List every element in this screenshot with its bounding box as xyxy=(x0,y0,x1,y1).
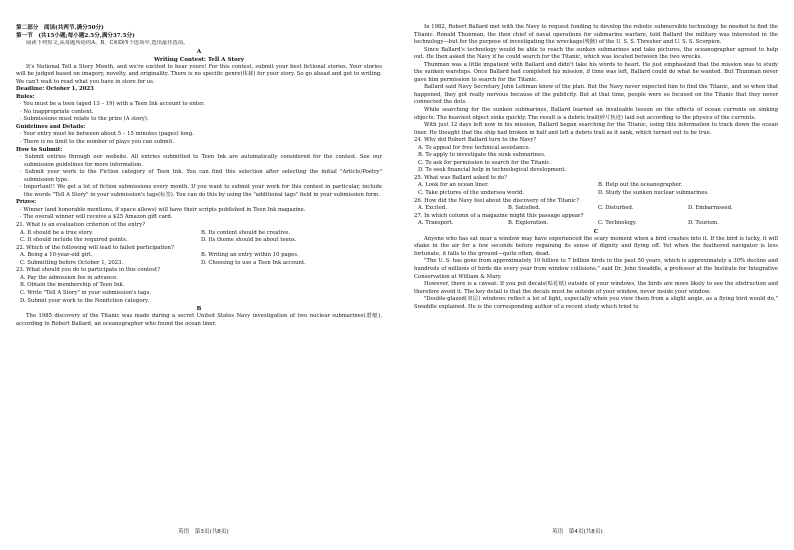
option[interactable]: A. Being a 10-year-old girl. xyxy=(20,252,93,259)
option[interactable]: D. Study the sunken nuclear submarines. xyxy=(598,190,709,197)
option[interactable]: C. To ask for permission to search for the Titanic. xyxy=(418,159,552,166)
option[interactable]: C. It should include the required points. xyxy=(20,237,128,244)
section-title: 第二部分 阅读(共两节,满分50分) xyxy=(16,25,104,31)
passage-b-intro: The 1985 discovery of the Titanic was made during a secret United States Navy investigation of two nuclear submarines(潜艇), according to Robert Ballard, an oceanographer who found the ocean liner. xyxy=(16,313,382,327)
question-options xyxy=(16,252,382,267)
contest-intro: It's National Tell a Story Month, and we're excited to hear yours! For this contest, submit your best fictional stories. Your stories will be judged based on imagery, novelty, and originality. There is no specific genre(体裁) for your story. So go ahead and get to writing. We can't wait to read what you have in store for us. xyxy=(16,63,382,85)
option[interactable]: D. To seek financial help in technological development. xyxy=(418,167,567,174)
option[interactable]: C. Write "Tell A Story" in your submission's tags. xyxy=(20,289,151,296)
right-page xyxy=(414,24,778,524)
guideline-item: · Your entry must be between about 5 – 15 minutes (pages) long. xyxy=(20,131,194,138)
option[interactable]: B. Satisfied. xyxy=(508,205,541,212)
option[interactable]: A. Look for an ocean liner. xyxy=(418,182,489,189)
passage-a-title: Writing Contest: Tell A Story xyxy=(154,56,244,63)
question-options xyxy=(414,205,778,213)
option[interactable]: D. Choosing to use a Teen Ink account. xyxy=(201,259,306,266)
passage-b-paragraph: Ballard said Navy Secretary John Lehman knew of the plan. But the Navy never expected him to find the Titanic, and so when that happened, they got really nervous because of the publicity. But at that time, people were so focused on the Titanic that they never connected the dots. xyxy=(414,84,778,106)
option[interactable]: C. Take pictures of the undersea world. xyxy=(418,190,524,197)
submit-item: · Submit entries through our website. All entries submitted to Teen Ink are automatically considered for the contest. See our submission guidelines for more information. xyxy=(20,154,382,168)
option[interactable]: D. Its theme should be about teens. xyxy=(201,237,297,244)
option[interactable]: B. Writing an entry within 10 pages. xyxy=(201,252,299,259)
option[interactable]: C. Submitting before October 1, 2023. xyxy=(20,259,124,266)
option[interactable]: A. To appeal for free technical assistance. xyxy=(418,144,531,151)
rule-item: · Submissions must relate to the prize (A story). xyxy=(20,116,149,123)
option[interactable]: B. Help out the oceanographer. xyxy=(598,182,683,189)
option[interactable]: D. Tourism. xyxy=(688,220,719,227)
question-stem: 26. How did the Navy feel about the discovery of the Titanic? xyxy=(414,197,579,204)
prize-item: · Winner (and honorable mentions, if space allows) will have their scripts published in Teen Ink magazine. xyxy=(20,206,306,213)
passage-b-paragraph: While searching for the sunken submarines, Ballard learned an invaluable lesson on the effects of ocean currents on sinking objects: The heaviest object sinks quickly. The result is a debris trail(碎片轨迹) laid out according to the physics of the currents. xyxy=(414,107,778,121)
page-footer-right: 英语 第4页(共8页) xyxy=(552,529,603,535)
passage-b-paragraph: Thunman was a little impatient with Ballard and didn't take his words to heart. He just emphasized that the mission was to study the sunken warships. Once Ballard had completed his mission, if time was left, Ballard could do what he wanted. But Thunman never gave him permission to search for the Titanic. xyxy=(414,61,778,83)
rules-heading: Rules: xyxy=(16,93,35,100)
passage-a-letter: A xyxy=(196,48,202,55)
prize-item: · The overall winner will receive a $25 Amazon gift card. xyxy=(20,214,173,221)
passage-b-letter: B xyxy=(196,306,202,313)
passage-b-paragraph: Since Ballard's technology would be able to reach the sunken submarines and take pictures, the oceanographer agreed to help out. He then asked the Navy if he could search for the Titanic, which was located between the two wrecks. xyxy=(414,46,778,61)
question-options xyxy=(414,182,778,197)
deadline: Deadline: October 1, 2023 xyxy=(16,86,94,93)
option[interactable]: A. It should be a true story. xyxy=(20,229,94,236)
option[interactable]: B. Exploration. xyxy=(508,220,549,227)
question-stem: 23. What should you do to participate in this contest? xyxy=(16,267,160,274)
question-stem: 21. What is an evaluation criterion of the entry? xyxy=(16,222,146,229)
prizes-heading: Prizes: xyxy=(16,199,37,206)
option[interactable]: C. Disturbed. xyxy=(598,205,634,212)
guideline-item: · There is no limit to the number of plays you can submit. xyxy=(20,139,175,146)
instructions: 阅读下列短文,从每题所给的A、B、C和D四个选项中,选出最佳选项。 xyxy=(26,40,189,46)
rule-item: · You must be a teen (aged 13 – 19) with a Teen Ink account to enter. xyxy=(20,101,205,108)
page-footer-left: 英语 第3页(共8页) xyxy=(178,529,229,535)
passage-b-paragraph: With just 12 days left now in his mission, Ballard began searching for the Titanic, using this information to track down the ocean liner. He thought that the ship had broken in half and left a debris trail as it sank, which turned out to be true. xyxy=(414,122,778,136)
option[interactable]: D. Submit your work to the Nonfiction category. xyxy=(20,297,150,304)
question-stem: 22. Which of the following will lead to failed participation? xyxy=(16,244,174,251)
question-stem: 27. In which column of a magazine might this passage appear? xyxy=(414,212,584,219)
passage-c-paragraph: "The U. S. has gone from approximately 10 billion to 7 billion birds in the past 50 years, which is approximately a 30% decline and hundreds of millions of birds die every year from window collisions," said Dr. John Swaddle, a professor at the Institute for Integrative Conservation at William & Mary. xyxy=(414,258,778,280)
question-stem: 24. Why did Robert Ballard turn to the Navy? xyxy=(414,137,537,144)
how-to-submit-heading: How to Submit: xyxy=(16,146,63,153)
option[interactable]: B. Its content should be creative. xyxy=(201,229,291,236)
option[interactable]: C. Technology. xyxy=(598,220,637,227)
guidelines-heading: Guidelines and Details: xyxy=(16,123,86,130)
passage-c-paragraph: However, there is a caveat: If you put decals(贴花纸) outside of your windows, the birds are more likely to see the obstruction and therefore avoid it. The key detail is that the decals must be outside of your window, never inside your window. xyxy=(414,281,778,295)
option[interactable]: B. Obtain the membership of Teen Ink. xyxy=(20,282,125,289)
option[interactable]: A. Transport. xyxy=(418,220,454,227)
option[interactable]: A. Excited. xyxy=(418,205,448,212)
passage-c-paragraph: Anyone who has sat near a window may have experienced the scary moment when a bird crashes into it. If the bird is lucky, it will shake in the air for a few seconds before regaining its sense of dignity and flying off. Yet when the feathered navigator is less fortunate, it falls to the ground—quite often, dead. xyxy=(414,235,778,257)
rule-item: · No inappropriate content. xyxy=(20,108,94,115)
submit-item: · Important!! We get a lot of fiction submissions every month. If you want to submit your work for this contest in particular, include the words "Tell A Story" in your submission's tags(标签). You can do this by using the "additional tags" field in your submission form. xyxy=(20,184,382,198)
question-options xyxy=(16,230,382,245)
passage-c-letter: C xyxy=(593,228,599,235)
left-page xyxy=(16,24,382,524)
option[interactable]: A. Pay the admission fee in advance. xyxy=(20,274,118,281)
submit-item: · Submit your work to the Fiction category of Teen Ink. You can find this selection after selecting the initial "Article/Poetry" submission type. xyxy=(20,169,382,183)
option[interactable]: D. Embarrassed. xyxy=(688,205,733,212)
question-options xyxy=(414,220,778,228)
option[interactable]: B. To apply to investigate the sunk submarines. xyxy=(418,152,546,159)
passage-b-paragraph: In 1982, Robert Ballard met with the Navy to request funding to develop the robotic submersible technology he needed to find the Titanic. Ronald Thunman, the then chief of naval operations for submarine warfare, told Ballard the military was interested in the technology—but for the purpose of investigating the wreckage(残骸) of the U. S. S. Thresher and U. S. S. Scorpion. xyxy=(414,24,778,46)
section1-title: 第一节 (共15小题;每小题2.5分,满分37.5分) xyxy=(16,33,135,39)
question-stem: 25. What was Ballard asked to do? xyxy=(414,174,507,181)
passage-c-paragraph: "Double-glazed(双层) windows reflect a lot of light, especially when you view them from a slight angle, as a flying bird would do," Swaddle explained. He is the corresponding author of a recent study which tried to xyxy=(414,296,778,310)
